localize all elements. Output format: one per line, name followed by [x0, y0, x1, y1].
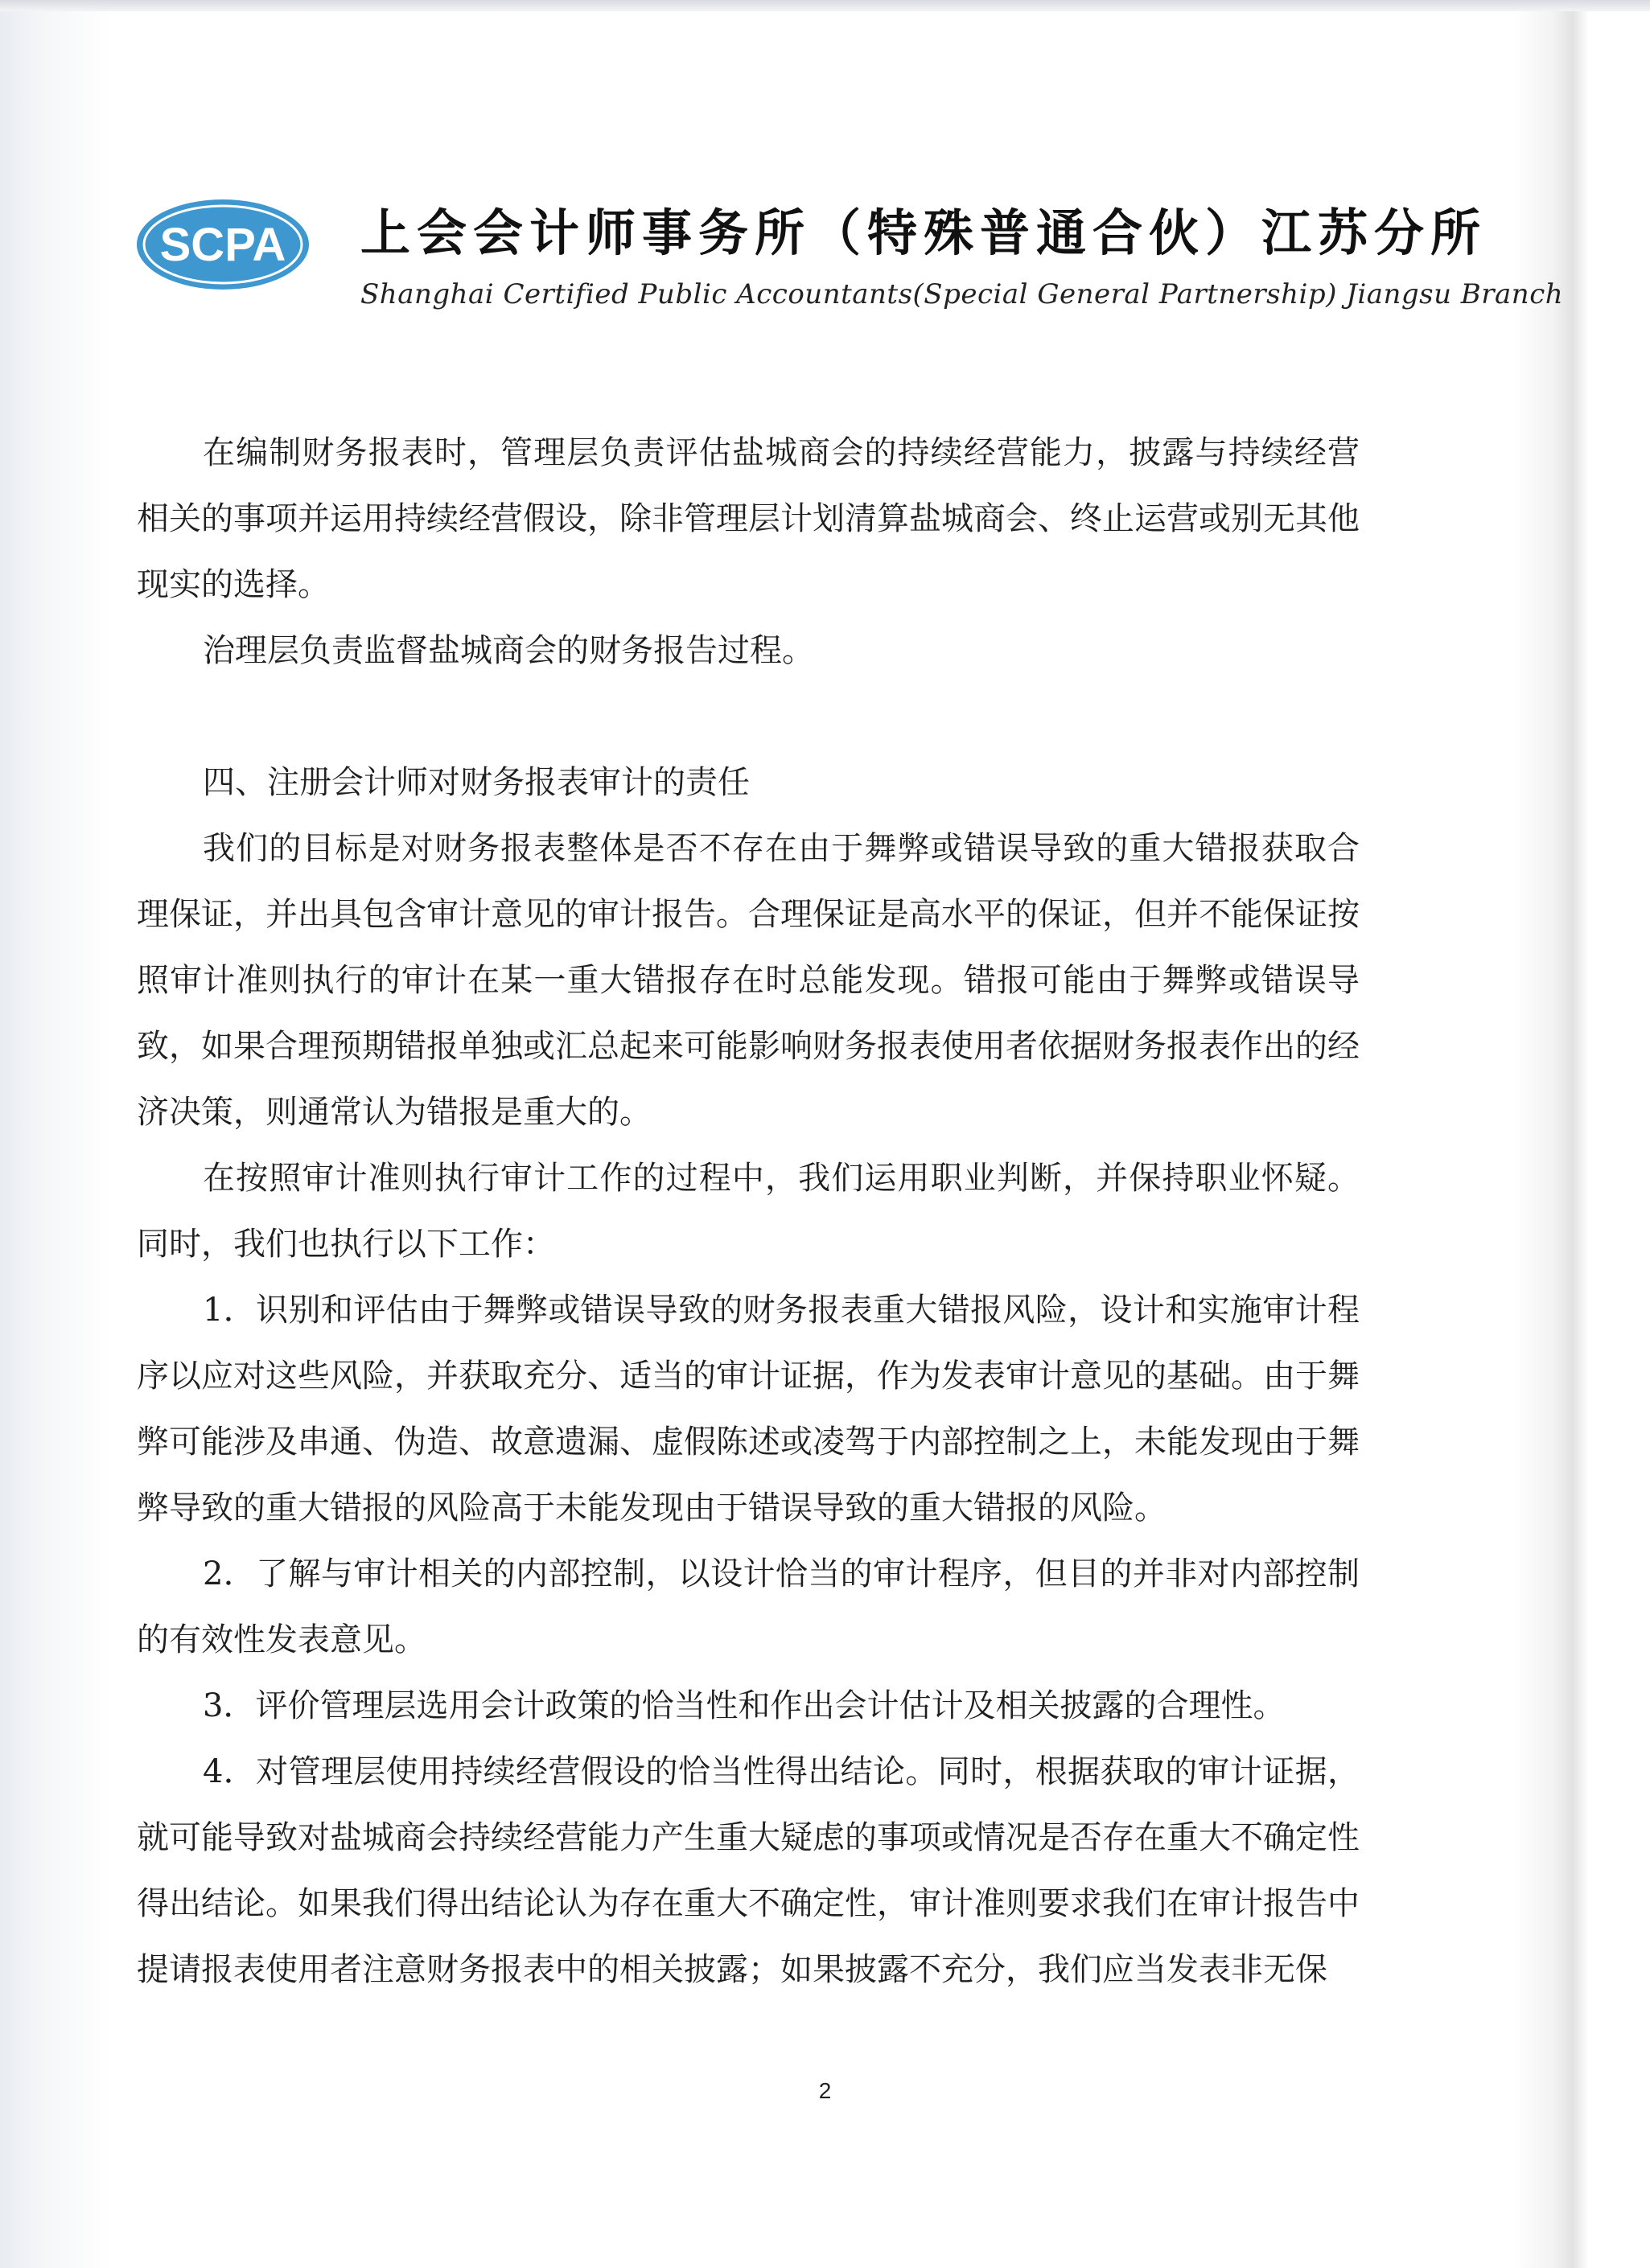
paragraph-objective: 我们的目标是对财务报表整体是否不存在由于舞弊或错误导致的重大错报获取合理保证，并出具包含审计意见的审计报告。合理保证是高水平的保证，但并不能保证按照审计准则执行的审计在某一重大错报存在时总能发现。错报可能由于舞弊或错误导致，如果合理预期错报单独或汇总起来可能影响财务报表使用者依据财务报表作出的经济决策，则通常认为错报是重大的。	[137, 830, 1360, 1131]
paragraph-going-concern: 在编制财务报表时，管理层负责评估盐城商会的持续经营能力，披露与持续经营相关的事项并运用持续经营假设，除非管理层计划清算盐城商会、终止运营或别无其他现实的选择。	[137, 434, 1360, 603]
paragraph-judgment: 在按照审计准则执行审计工作的过程中，我们运用职业判断，并保持职业怀疑。同时，我们也执行以下工作：	[137, 1160, 1360, 1263]
page-top-edge	[0, 0, 1650, 11]
firm-name-english: Shanghai Certified Public Accountants(Special General Partnership) Jiangsu Branch	[360, 278, 1564, 310]
report-body	[137, 420, 1360, 2003]
section-heading: 四、注册会计师对财务报表审计的责任	[203, 764, 750, 801]
list-item-1: 1．识别和评估由于舞弊或错误导致的财务报表重大错报风险，设计和实施审计程序以应对这些风险，并获取充分、适当的审计证据，作为发表审计意见的基础。由于舞弊可能涉及串通、伪造、故意遗漏、虚假陈述或凌驾于内部控制之上，未能发现由于舞弊导致的重大错报的风险高于未能发现由于错误导致的重大错报的风险。	[137, 1292, 1360, 1526]
scpa-logo	[135, 198, 311, 291]
list-item-2: 2．了解与审计相关的内部控制，以设计恰当的审计程序，但目的并非对内部控制的有效性发表意见。	[137, 1555, 1360, 1658]
list-item-4: 4．对管理层使用持续经营假设的恰当性得出结论。同时，根据获取的审计证据，就可能导致对盐城商会持续经营能力产生重大疑虑的事项或情况是否存在重大不确定性得出结论。如果我们得出结论认为存在重大不确定性，审计准则要求我们在审计报告中提请报表使用者注意财务报表中的相关披露；如果披露不充分，我们应当发表非无保	[137, 1753, 1360, 1988]
letterhead	[135, 191, 1564, 336]
list-item-3: 3．评价管理层选用会计政策的恰当性和作出会计估计及相关披露的合理性。	[203, 1687, 1286, 1724]
page-number: 2	[818, 2078, 832, 2103]
firm-name-chinese: 上会会计师事务所（特殊普通合伙）江苏分所	[360, 203, 1487, 262]
paragraph-governance: 治理层负责监督盐城商会的财务报告过程。	[203, 632, 814, 669]
logo-text: SCPA	[159, 219, 286, 271]
